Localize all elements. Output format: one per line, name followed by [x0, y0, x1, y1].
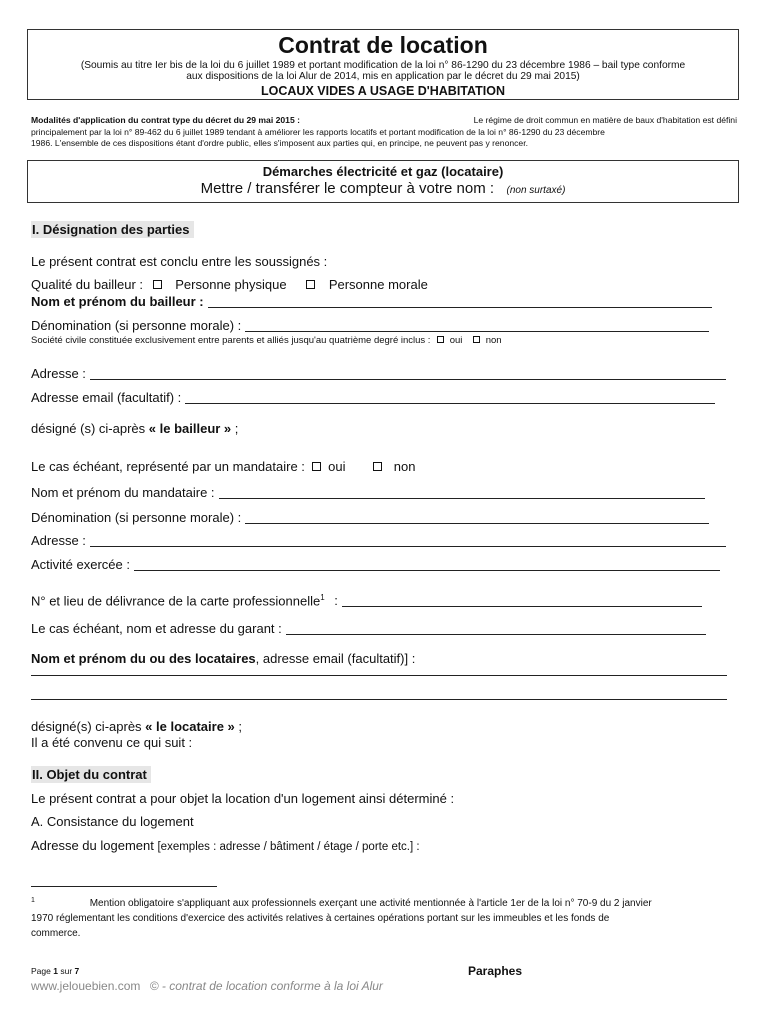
transfer-meter-link[interactable]: Mettre / transférer le compteur à votre nom : — [200, 180, 495, 197]
footnote-separator — [31, 886, 217, 887]
section-2-heading: II. Objet du contrat — [31, 766, 151, 783]
activite-label: Activité exercée : — [31, 557, 130, 572]
section-1-heading: I. Désignation des parties — [31, 221, 194, 238]
personne-morale-label: Personne morale — [328, 277, 428, 292]
energy-box — [27, 160, 739, 203]
page-sur: sur — [60, 966, 73, 976]
locataires-label-bold: Nom et prénom du ou des locataires — [31, 651, 256, 666]
denomination-mandataire-label: Dénomination (si personne morale) : — [31, 510, 242, 525]
footnote — [31, 893, 743, 941]
adresse-mandataire-row — [31, 533, 726, 549]
nom-bailleur-row — [31, 294, 712, 310]
personne-morale-checkbox[interactable] — [306, 280, 315, 289]
qualite-bailleur-row — [31, 277, 428, 293]
adresse-logement-examples: [exemples : adresse / bâtiment / étage / porte etc.] : — [157, 841, 420, 853]
nom-mandataire-row — [31, 485, 705, 501]
adresse-mandataire-field[interactable] — [90, 535, 726, 547]
garant-row — [31, 621, 706, 637]
garant-field[interactable] — [286, 623, 706, 635]
denomination-mandataire-row — [31, 510, 709, 526]
contract-subtitle-line1: (Soumis au titre Ier bis de la loi du 6 juillet 1989 et portant modification de la loi n° 86-1290 du 23 décembre 1986 – bail type conforme — [80, 60, 686, 71]
page-total: 7 — [74, 966, 80, 976]
intro-line2: principalement par la loi n° 89-462 du 6 juillet 1989 tendant à améliorer les rapports locatifs et portant modification de la loi n° 86-1290 du 23 décembre — [31, 126, 605, 137]
nom-bailleur-field[interactable] — [208, 296, 712, 308]
nom-mandataire-label: Nom et prénom du mandataire : — [31, 485, 215, 500]
sci-row — [31, 335, 502, 347]
qualite-label: Qualité du bailleur : — [31, 277, 144, 292]
sci-text: Société civile constituée exclusivement entre parents et alliés jusqu'au quatrième degré inclus : — [31, 335, 431, 346]
energy-box-title: Démarches électricité et gaz (locataire) — [262, 164, 504, 179]
carte-pro-row — [31, 590, 702, 609]
page-label: Page — [31, 966, 51, 976]
header-box — [27, 29, 739, 100]
nom-bailleur-label: Nom et prénom du bailleur : — [31, 294, 204, 309]
intro-paragraph — [31, 115, 737, 150]
intro-bold-lead: Modalités d'application du contrat type du décret du 29 mai 2015 : — [31, 115, 300, 125]
locataires-label-rest: , adresse email (facultatif)] : — [255, 651, 416, 666]
footnote-line3: commerce. — [31, 928, 81, 940]
mandataire-oui-label: oui — [328, 459, 346, 474]
designe-locataire-pre: désigné(s) ci-après — [31, 719, 142, 734]
site-link[interactable]: www.jelouebien.com — [31, 979, 141, 993]
designe-bailleur-pre: désigné (s) ci-après — [31, 421, 146, 436]
contract-type: LOCAUX VIDES A USAGE D'HABITATION — [261, 84, 505, 98]
designe-bailleur-row — [31, 421, 238, 437]
designe-bailleur-bold: « le bailleur » — [148, 421, 232, 436]
email-bailleur-field[interactable] — [185, 392, 715, 404]
adresse-bailleur-row — [31, 366, 726, 382]
adresse-mandataire-label: Adresse : — [31, 533, 86, 548]
consistance-heading: A. Consistance du logement — [31, 814, 194, 829]
email-bailleur-label: Adresse email (facultatif) : — [31, 390, 182, 405]
energy-note: (non surtaxé) — [506, 185, 566, 196]
site-tagline: © - contrat de location conforme à la loi Alur — [149, 979, 383, 993]
contract-subtitle-line2: aux dispositions de la loi Alur de 2014, mis en application par le décret du 29 mai 2015) — [186, 71, 580, 82]
personne-physique-checkbox[interactable] — [153, 280, 162, 289]
denomination-field[interactable] — [245, 320, 709, 332]
designe-bailleur-post: ; — [234, 421, 239, 436]
locataires-row — [31, 651, 415, 667]
mandataire-question: Le cas échéant, représenté par un mandataire : — [31, 459, 305, 474]
parties-intro: Le présent contrat est conclu entre les soussignés : — [31, 254, 328, 269]
sci-non-checkbox[interactable] — [473, 336, 480, 343]
convenu-row: Il a été convenu ce qui suit : — [31, 735, 193, 750]
designe-locataire-post: ; — [238, 719, 243, 734]
footer-site-row — [31, 978, 383, 994]
objet-intro: Le présent contrat a pour objet la location d'un logement ainsi déterminé : — [31, 791, 455, 806]
adresse-logement-label: Adresse du logement — [31, 838, 154, 853]
denomination-label: Dénomination (si personne morale) : — [31, 318, 242, 333]
mandataire-row — [31, 459, 415, 475]
carte-pro-label: N° et lieu de délivrance de la carte professionnelle — [31, 593, 321, 609]
intro-line1-rest: Le régime de droit commun en matière de baux d'habitation est défini — [473, 115, 737, 125]
mandataire-non-checkbox[interactable] — [373, 462, 382, 471]
paraphes-label: Paraphes — [468, 964, 523, 978]
locataires-field-2[interactable] — [31, 699, 727, 700]
footnote-marker: 1 — [31, 897, 35, 904]
carte-pro-colon: : — [334, 593, 338, 609]
adresse-bailleur-field[interactable] — [90, 368, 726, 380]
garant-label: Le cas échéant, nom et adresse du garant : — [31, 621, 282, 636]
denomination-row — [31, 318, 709, 334]
nom-mandataire-field[interactable] — [219, 487, 705, 499]
email-bailleur-row — [31, 390, 715, 406]
mandataire-non-label: non — [393, 459, 416, 474]
sci-non-label: non — [485, 335, 502, 346]
page-current: 1 — [53, 966, 58, 976]
contract-title: Contrat de location — [278, 32, 488, 58]
carte-pro-field[interactable] — [342, 595, 702, 607]
adresse-logement-row — [31, 838, 420, 855]
footnote-line2: 1970 réglementant les conditions d'exercice des activités relatives à certaines opérations portant sur les immeubles et les fonds de — [31, 913, 610, 925]
designe-locataire-row — [31, 719, 242, 735]
activite-field[interactable] — [134, 559, 720, 571]
adresse-bailleur-label: Adresse : — [31, 366, 86, 381]
sci-oui-label: oui — [449, 335, 463, 346]
denomination-mandataire-field[interactable] — [245, 512, 709, 524]
activite-row — [31, 557, 720, 573]
footnote-line1: Mention obligatoire s'appliquant aux professionnels exerçant une activité mentionnée à l'article 1er de la loi n° 70-9 du 2 janvier — [89, 898, 652, 910]
intro-line3: 1986. L'ensemble de ces dispositions étant d'ordre public, elles s'imposent aux parties qui, en principe, ne peuvent pas y renoncer. — [31, 138, 528, 148]
page-number — [31, 966, 79, 977]
sci-oui-checkbox[interactable] — [437, 336, 444, 343]
designe-locataire-bold: « le locataire » — [145, 719, 235, 734]
mandataire-oui-checkbox[interactable] — [312, 462, 321, 471]
footnote-ref-1: 1 — [320, 593, 325, 602]
personne-physique-label: Personne physique — [175, 277, 287, 292]
locataires-field-1[interactable] — [31, 675, 727, 676]
